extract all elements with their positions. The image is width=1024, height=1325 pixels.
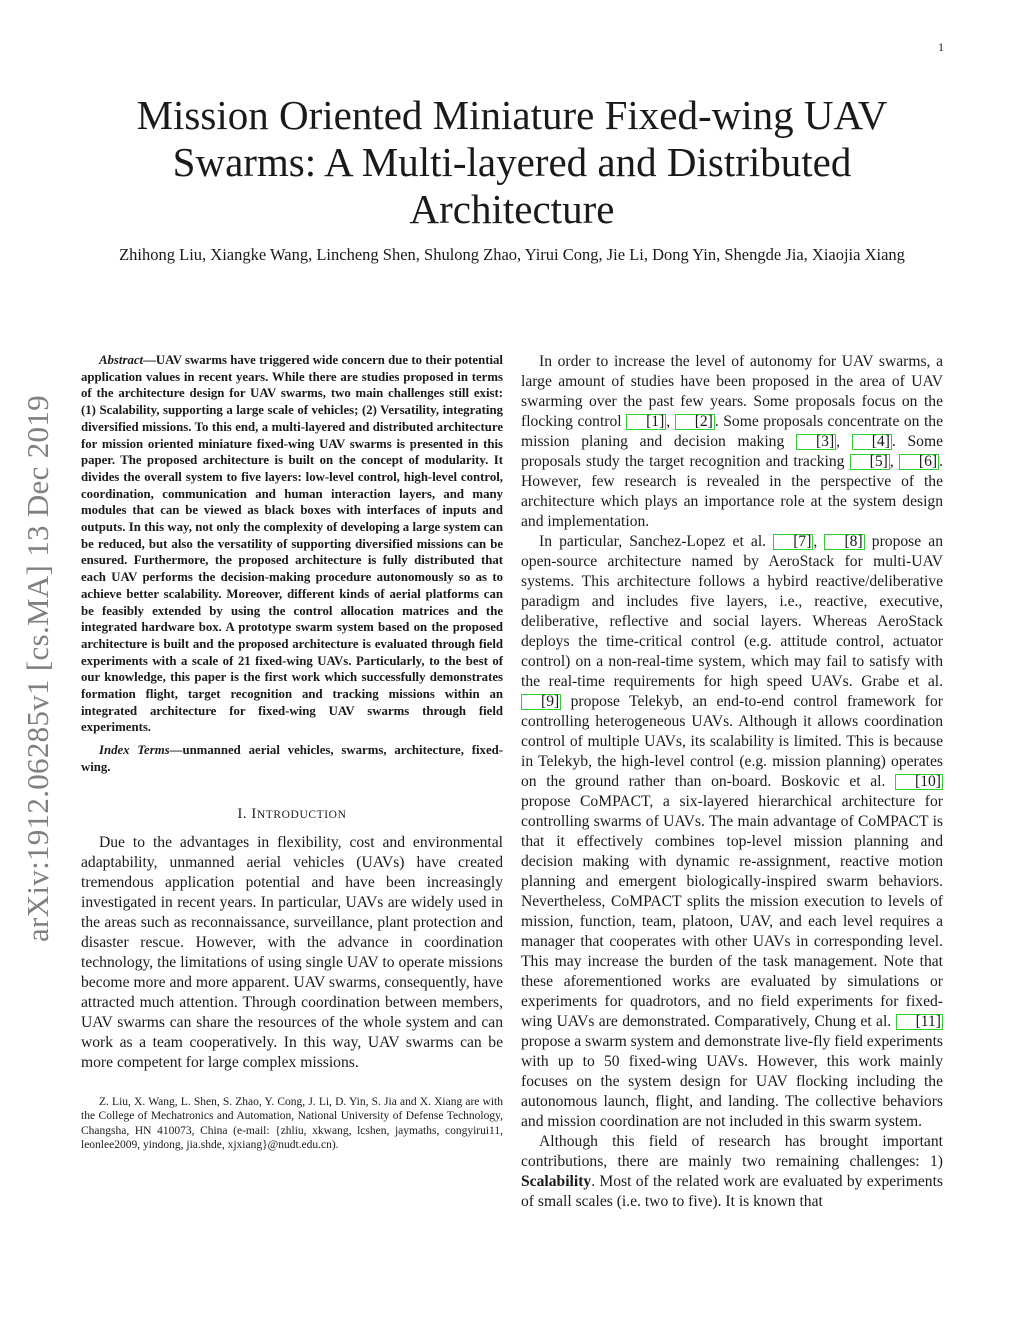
paper-title: Mission Oriented Miniature Fixed-wing UAV Swarms: A Multi-layered and Distributed Architecture (136, 92, 888, 232)
text-run: . However, few research is revealed in the perspective of the architecture which plays an importance role at the system design and implementation. (521, 453, 944, 530)
right-paragraph-1 (521, 352, 943, 532)
citation-link[interactable]: [3] (796, 434, 836, 450)
index-terms (81, 742, 503, 775)
citation-link[interactable]: [11] (896, 1014, 943, 1030)
text-run: propose an open-source architecture named by AeroStack for multi-UAV systems. This architecture follows a hybird reactive/deliberative paradigm and includes five layers, i.e., reactive, executive, deliberative, reflective and social layers. Whereas AeroStack deploys the time-critical control (e.g. attitude control, actuator control) on a non-real-time system, which may fail to satisfy with the real-time requirements for high speed UAVs. Grabe et al. (521, 533, 944, 690)
right-paragraph-3 (521, 1132, 943, 1212)
citation-link[interactable]: [2] (675, 414, 715, 430)
right-column (521, 352, 943, 1212)
section-title-initial: I (251, 805, 257, 822)
right-paragraph-2 (521, 532, 943, 1132)
citation-link[interactable]: [10] (895, 774, 943, 790)
left-column (81, 352, 503, 1153)
section-title-rest: NTRODUCTION (256, 808, 347, 821)
text-run: propose CoMPACT, a six-layered hierarchical architecture for controlling swarms of UAVs. The main advantage of CoMPACT is that it effectively combines top-level mission planning and decision making with dynamic re-assignment, reactive motion planning and emergent biologically-inspired swarm behaviors. Nevertheless, CoMPACT splits the mission execution to levels of mission, function, team, platoon, UAV, and each level requires a manager that cooperates with other UAVs in corresponding level. This may increase the burden of the task management. Note that these aforementioned works are evaluated by simulations or experiments for quadrotors, and no field experiments for fixed-wing UAVs are demonstrated. Comparatively, Chung et al. (521, 793, 943, 1030)
citation-link[interactable]: [4] (852, 434, 892, 450)
text-run: Although this field of research has brought important contributions, there are mainly two remaining challenges: 1) (521, 1133, 943, 1170)
abstract-label: Abstract (99, 353, 144, 367)
text-run: In order to increase the level of autonomy for UAV swarms, a large amount of studies have been proposed in the area of UAV swarming over the past few years. Some proposals focus on the flocking control (521, 353, 943, 430)
text-run: In particular, Sanchez-Lopez et al. (539, 533, 774, 550)
text-run: , (889, 453, 899, 470)
text-run: . Some proposals study the target recognition and tracking (521, 433, 944, 470)
citation-link[interactable]: [7] (773, 534, 813, 550)
citation-link[interactable]: [1] (626, 414, 666, 430)
section-number: I. (237, 805, 248, 822)
text-run: propose Telekyb, an end-to-end control framework for controlling heterogeneous UAVs. Although it allows coordination control of multiple UAVs, its scalability is limited. This is because in Telekyb, the high-level control (e.g. mission planning) operates on the ground rather than on-board. Boskovic et al. (521, 693, 943, 790)
text-run: . Most of the related work are evaluated by experiments of small scales (i.e. two to five). It is known that (521, 1173, 943, 1210)
text-run: , (666, 413, 675, 430)
text-run: , (813, 533, 825, 550)
abstract-text: —UAV swarms have triggered wide concern due to their potential application values in recent years. While there are studies proposed in terms of the architecture design for UAV swarms, two main challenges still exist: (1) Scalability, supporting a large scale of vehicles; (2) Versatility, integrating diversified missions. To this end, a multi-layered and distributed architecture for mission oriented miniature fixed-wing UAV swarms is presented in this paper. The proposed architecture is built on the concept of modularity. It divides the overall system to five layers: low-level control, high-level control, coordination, communication and human interaction layers, and many modules that can be viewed as black boxes with interfaces of inputs and outputs. In this way, not only the complexity of developing a large system can be reduced, but also the versatility of supporting diversified missions can be ensured. Furthermore, the proposed architecture is fully distributed that each UAV performs the decision-making procedure autonomously so as to achieve better scalability. Moreover, different kinds of aerial platforms can be feasibly extended by using the control allocation matrices and the integrated hardware box. A prototype swarm system based on the proposed architecture is built and the proposed architecture is evaluated through field experiments with a scale of 21 fixed-wing UAVs. Particularly, to the best of our knowledge, this paper is the first work which successfully demonstrates formation flight, target recognition and tracking missions within an integrated architecture for fixed-wing UAV swarms through field experiments. (81, 353, 503, 735)
index-terms-text: —unmanned aerial vehicles, swarms, architecture, fixed-wing. (81, 743, 504, 774)
author-list: Zhihong Liu, Xiangke Wang, Lincheng Shen, Shulong Zhao, Yirui Cong, Jie Li, Dong Yin, Shengde Jia, Xiaojia Xiang (119, 245, 905, 264)
introduction-paragraph: Due to the advantages in flexibility, cost and environmental adaptability, unmanned aerial vehicles (UAVs) have created tremendous application potential and have been increasingly investigated in recent years. In particular, UAVs are widely used in the areas such as reconnaissance, surveillance, plant protection and disaster rescue. However, with the advance in coordination technology, the limitations of using single UAV to operate missions become more and more apparent. UAV swarms, consequently, have attracted much attention. Through coordination between members, UAV swarms can share the resources of the whole system and can work as a team cooperatively. In this way, UAV swarms can be more competent for large complex missions. (81, 833, 503, 1071)
text-run: , (836, 433, 852, 450)
abstract (81, 352, 503, 736)
scalability-term: Scalability (521, 1173, 592, 1190)
arxiv-identifier-stamp: arXiv:1912.06285v1 [cs.MA] 13 Dec 2019 (20, 395, 55, 942)
index-terms-label: Index Terms (99, 743, 170, 758)
citation-link[interactable]: [6] (899, 454, 939, 470)
author-affiliation-footnote: Z. Liu, X. Wang, L. Shen, S. Zhao, Y. Cong, J. Li, D. Yin, S. Jia and X. Xiang are with the College of Mechatronics and Automation, National University of Defense Technology, Changsha, HN 410073, China (e-mail: {zhliu, xkwang, lcshen, jaymaths, congyirui11, leonlee2009, yindong, jia.shde, xjxiang}@nudt.edu.cn). (81, 1095, 503, 1152)
citation-link[interactable]: [8] (824, 534, 864, 550)
citation-link[interactable]: [5] (850, 454, 890, 470)
citation-link[interactable]: [9] (521, 694, 561, 710)
text-run: propose a swarm system and demonstrate live-fly field experiments with up to 50 fixed-wing UAVs. However, this work mainly focuses on the system design for UAV flocking including the autonomous launch, flight, and landing. The collective behaviors and mission coordination are not included in this swarm system. (521, 1033, 943, 1130)
text-run: . Some proposals concentrate on the mission planing and decision making (521, 413, 943, 450)
section-heading-introduction (81, 806, 503, 823)
page-number: 1 (938, 40, 944, 54)
